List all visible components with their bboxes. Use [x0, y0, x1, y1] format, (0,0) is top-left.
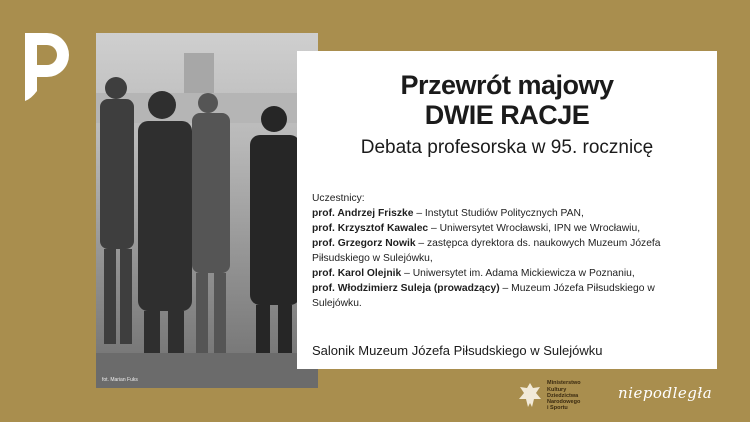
ministry-logo — [518, 379, 597, 413]
participant-name: prof. Włodzimierz Suleja (prowadzący) — [312, 283, 500, 294]
event-card — [297, 51, 717, 369]
museum-logo — [25, 33, 75, 101]
participant-item — [312, 236, 707, 266]
eagle-emblem-icon — [518, 381, 542, 411]
participant-name: prof. Krzysztof Kawalec — [312, 223, 429, 234]
event-venue: Salonik Muzeum Józefa Piłsudskiego w Sulejówku — [312, 343, 603, 358]
participant-affiliation: – Muzeum Józefa Piłsudskiego w Sulejówku. — [312, 283, 655, 309]
participants-label: Uczestnicy: — [312, 193, 365, 204]
participant-name: prof. Karol Olejnik — [312, 268, 402, 279]
participant-affiliation: – zastępca dyrektora ds. naukowych Muzeum Józefa Piłsudskiego w Sulejówku, — [312, 238, 661, 264]
photo-credit: fot. Marian Fuks — [102, 377, 138, 383]
niepodlegla-logo: niepodległa — [618, 384, 713, 402]
event-title-secondary: DWIE RACJE — [424, 100, 590, 130]
event-title: Przewrót majowy — [400, 70, 614, 100]
event-subtitle: Debata profesorska w 95. rocznicę — [360, 137, 654, 158]
participant-item — [312, 221, 707, 236]
ministry-name: Ministerstwo Kultury Dziedzictwa Narodowego i Sportu — [547, 380, 581, 412]
participant-item — [312, 266, 707, 281]
participant-item — [312, 206, 707, 221]
participant-item — [312, 281, 707, 311]
participant-affiliation: – Uniwersytet Wrocławski, IPN we Wrocławiu, — [428, 223, 641, 234]
participant-affiliation: – Uniwersytet im. Adama Mickiewicza w Poznaniu, — [401, 268, 635, 279]
participants-list — [312, 191, 707, 311]
historic-photo — [96, 33, 318, 388]
participant-name: prof. Andrzej Friszke — [312, 208, 414, 219]
participant-affiliation: – Instytut Studiów Politycznych PAN, — [413, 208, 584, 219]
participant-name: prof. Grzegorz Nowik — [312, 238, 416, 249]
